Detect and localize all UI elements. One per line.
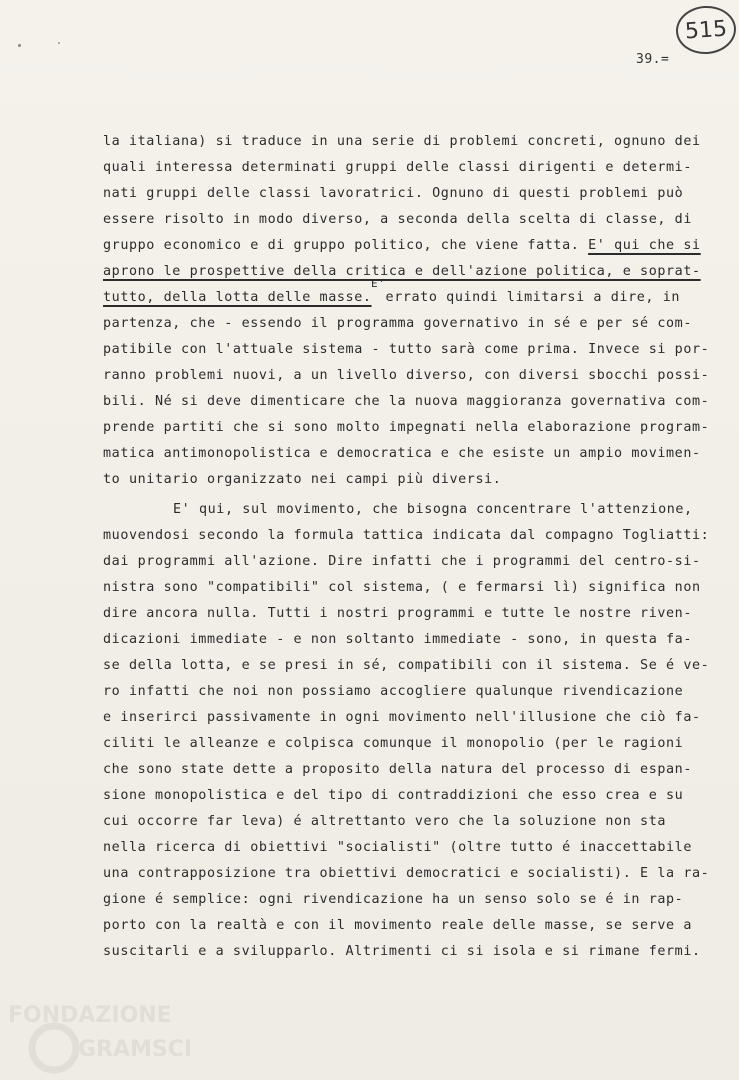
text-line: essere risolto in modo diverso, a seconda della scelta di classe, di [103,212,693,227]
text-line: nella ricerca di obiettivi "socialisti" (oltre tutto é inaccettabile [103,840,693,855]
archive-stamp: 515 [674,4,737,56]
text-segment: errato quindi limitarsi a dire, in [385,290,681,305]
text-line: dicazioni immediate - e non soltanto immediate - sono, in questa fa- [103,632,693,647]
text-line: partenza, che - essendo il programma governativo in sé e per sé com- [103,316,693,331]
text-line: matica antimonopolistica e democratica e che esiste un ampio movimen- [103,446,701,461]
text-line: nistra sono "compatibili" col sistema, ( e fermarsi lì) significa non [103,580,701,595]
text-line: una contrapposizione tra obiettivi democratici e socialisti). E la ra- [103,866,710,881]
text-line: muovendosi secondo la formula tattica indicata dal compagno Togliatti: [103,528,710,543]
underlined-text-line: aprono le prospettive della critica e dell'azione politica, e soprat- [103,264,701,279]
text-line: prende partiti che si sono molto impegnati nella elaborazione program- [103,420,710,435]
text-line: to unitario organizzato nei campi più diversi. [103,472,502,487]
text-line: che sono state dette a proposito della natura del processo di espan- [103,762,693,777]
page-number: 39.= [636,52,670,67]
watermark-line-2: GRAMSCI [78,1037,193,1062]
text-line: ranno problemi nuovi, a un livello diverso, con diversi sbocchi possi- [103,368,710,383]
text-line: dire ancora nulla. Tutti i nostri programmi e tutte le nostre riven- [103,606,693,621]
text-line: ciliti le alleanze e colpisca comunque il monopolio (per le ragioni [103,736,684,751]
text-line: porto con la realtà e con il movimento reale delle masse, se serve a [103,918,693,933]
watermark-line-1: FONDAZIONE [8,1003,172,1028]
speck-mark [58,42,60,44]
text-line: sione monopolistica e del tipo di contraddizioni che esso crea e su [103,788,684,803]
text-line: patibile con l'attuale sistema - tutto sarà come prima. Invece si por- [103,342,710,357]
inserted-correction: E' [371,277,386,290]
fondazione-gramsci-watermark-logo [6,996,196,1076]
text-line: suscitarli e a svilupparlo. Altrimenti ci si isola e si rimane fermi. [103,944,701,959]
text-line: quali interessa determinati gruppi delle classi dirigenti e determi- [103,160,693,175]
text-line: la italiana) si traduce in una serie di problemi concreti, ognuno dei [103,134,701,149]
text-line: cui occorre far leva) é altrettanto vero che la soluzione non sta [103,814,667,829]
text-line: ro infatti che noi non possiamo accogliere qualunque rivendicazione [103,684,684,699]
text-line [103,233,715,259]
text-line: e inserirci passivamente in ogni movimento nell'illusione che ciò fa- [103,710,701,725]
underlined-text: E' qui che si [588,238,701,253]
speck-mark [18,44,21,47]
text-line [103,277,715,311]
text-segment: gruppo economico e di gruppo politico, che viene fatta. [103,238,589,253]
paragraph-start-line: E' qui, sul movimento, che bisogna concentrare l'attenzione, [173,502,693,517]
text-line: gione é semplice: ogni rivendicazione ha un senso solo se é in rap- [103,892,684,907]
text-line: dai programmi all'azione. Dire infatti che i programmi del centro-si- [103,554,701,569]
text-line: bili. Né si deve dimenticare che la nuova maggioranza governativa com- [103,394,710,409]
text-line: se della lotta, e se presi in sé, compatibili con il sistema. Se é ve- [103,658,710,673]
body-text [103,129,715,965]
underlined-text: tutto, della lotta delle masse. [103,290,372,305]
text-line: nati gruppi delle classi lavoratrici. Ognuno di questi problemi può [103,186,684,201]
